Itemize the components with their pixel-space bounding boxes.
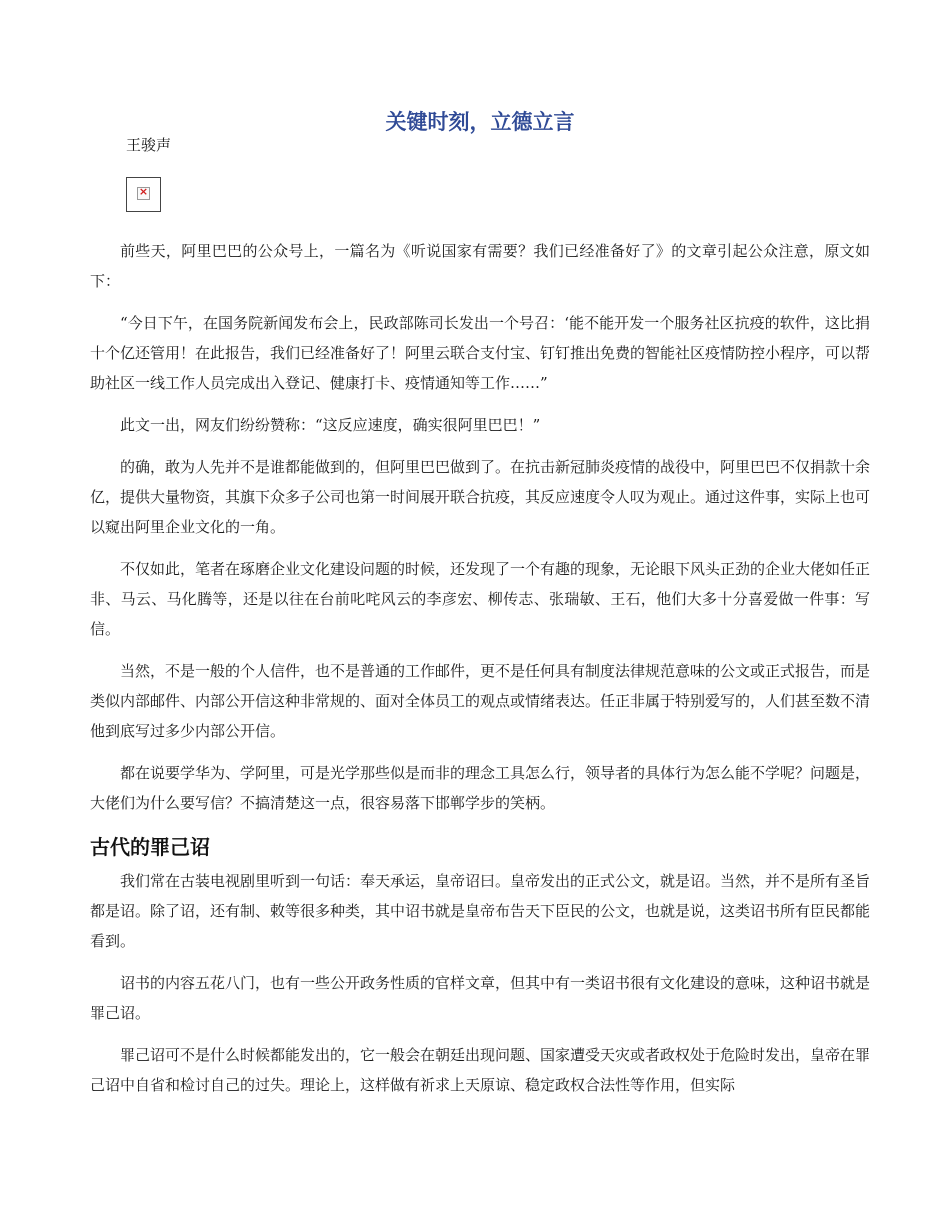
paragraph: 当然，不是一般的个人信件，也不是普通的工作邮件，更不是任何具有制度法律规范意味的公文或正式报告，而是类似内部邮件、内部公开信这种非常规的、面对全体员工的观点或情绪表达。任正非属于特别爱写的，人们甚至数不清他到底写过多少内部公开信。 (90, 662, 871, 740)
quoted-paragraph: “今日下午，在国务院新闻发布会上，民政部陈司长发出一个号召：‘能不能开发一个服务社区抗疫的软件，这比捐十个亿还管用！在此报告，我们已经准备好了！阿里云联合支付宝、钉钉推出免费的智能社区疫情防控小程序，可以帮助社区一线工作人员完成出入登记、健康打卡、疫情通知等工作……” (90, 314, 871, 392)
paragraph: 我们常在古装电视剧里听到一句话：奉天承运，皇帝诏曰。皇帝发出的正式公文，就是诏。当然，并不是所有圣旨都是诏。除了诏，还有制、敕等很多种类，其中诏书就是皇帝布告天下臣民的公文，也就是说，这类诏书所有臣民都能看到。 (90, 872, 871, 950)
broken-image-icon: × (138, 185, 149, 198)
paragraph: 前些天，阿里巴巴的公众号上，一篇名为《听说国家有需要？我们已经准备好了》的文章引起公众注意，原文如下： (90, 242, 870, 290)
section-heading: 古代的罪己诏 (90, 835, 210, 859)
paragraph: 不仅如此，笔者在琢磨企业文化建设问题的时候，还发现了一个有趣的现象，无论眼下风头正劲的企业大佬如任正非、马云、马化腾等，还是以往在台前叱咤风云的李彦宏、柳传志、张瑞敏、王石，他们大多十分喜爱做一件事：写信。 (90, 560, 871, 638)
article-title: 关键时刻，立德立言 (385, 110, 575, 134)
paragraph: 罪己诏可不是什么时候都能发出的，它一般会在朝廷出现问题、国家遭受天灾或者政权处于危险时发出，皇帝在罪己诏中自省和检讨自己的过失。理论上，这样做有祈求上天原谅、稳定政权合法性等作用，但实际 (90, 1046, 871, 1094)
paragraph: 都在说要学华为、学阿里，可是光学那些似是而非的理念工具怎么行，领导者的具体行为怎么能不学呢？问题是，大佬们为什么要写信？不搞清楚这一点，很容易落下邯郸学步的笑柄。 (90, 764, 871, 812)
paragraph: 此文一出，网友们纷纷赞称：“这反应速度，确实很阿里巴巴！” (120, 416, 541, 434)
article-body (90, 236, 870, 1112)
broken-image-placeholder (126, 177, 161, 212)
paragraph: 诏书的内容五花八门，也有一些公开政务性质的官样文章，但其中有一类诏书很有文化建设的意味，这种诏书就是罪己诏。 (90, 974, 871, 1022)
paragraph: 的确，敢为人先并不是谁都能做到的，但阿里巴巴做到了。在抗击新冠肺炎疫情的战役中，阿里巴巴不仅捐款十余亿，提供大量物资，其旗下众多子公司也第一时间展开联合抗疫，其反应速度令人叹为观止。通过这件事，实际上也可以窥出阿里企业文化的一角。 (90, 458, 871, 536)
article-author: 王骏声 (126, 136, 172, 154)
